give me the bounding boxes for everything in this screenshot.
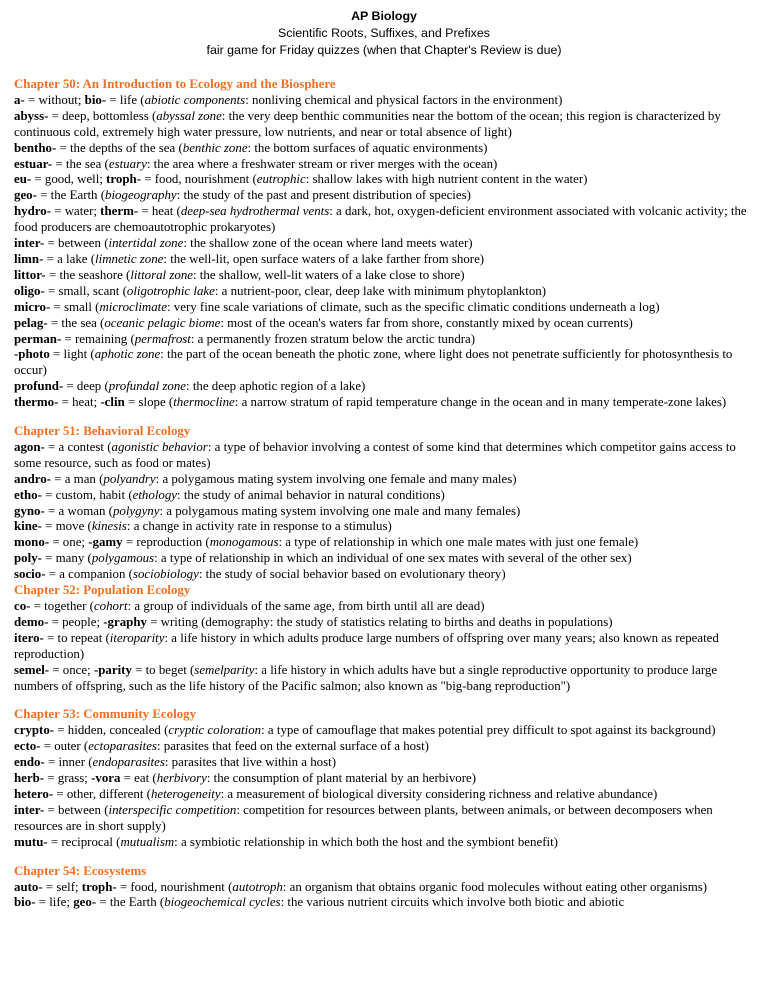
- root-definition: = water;: [51, 204, 101, 219]
- root-word: perman-: [14, 331, 62, 346]
- example-term: cryptic coloration: [168, 723, 262, 738]
- root-word: crypto-: [14, 723, 55, 738]
- glossary-entry: [14, 599, 754, 615]
- chapter-heading: Chapter 54: Ecosystems: [14, 863, 147, 878]
- term-description: : a measurement of biological diversity considering richness and relative abundance): [220, 786, 658, 801]
- term-description: : a symbiotic relationship in which both the host and the symbiont benefit): [174, 834, 558, 849]
- root-definition: = the sea (: [52, 156, 109, 171]
- term-description: : the consumption of plant material by an herbivore): [206, 771, 477, 786]
- term-description: : the study of animal behavior in natural conditions): [177, 487, 445, 502]
- glossary-entry: [14, 109, 754, 141]
- root-definition: = the seashore (: [45, 267, 131, 282]
- chapter-heading: Chapter 53: Community Ecology: [14, 707, 197, 722]
- example-term: profundal zone: [108, 379, 187, 394]
- root-word: ecto-: [14, 739, 41, 754]
- root-definition: = eat (: [120, 771, 157, 786]
- example-term: semelparity: [194, 662, 255, 677]
- glossary-entry: [14, 535, 754, 551]
- example-term: oceanic pelagic biome: [104, 315, 221, 330]
- root-definition: = the Earth (: [36, 188, 106, 203]
- root-definition: = food, nourishment (: [116, 879, 233, 894]
- example-term: oligotrophic lake: [126, 283, 215, 298]
- root-definition: = slope (: [124, 395, 174, 410]
- glossary-entry: [14, 379, 754, 395]
- term-description: : a permanently frozen stratum below the arctic tundra): [190, 331, 476, 346]
- term-description: : the area where a freshwater stream or river merges with the ocean): [146, 156, 498, 171]
- glossary-entry: [14, 755, 754, 771]
- root-word: bentho-: [14, 140, 57, 155]
- root-word: kine-: [14, 519, 42, 534]
- root-definition: = once;: [49, 662, 94, 677]
- root-word: gyno-: [14, 503, 45, 518]
- document-note: fair game for Friday quizzes (when that Chapter's Review is due): [206, 43, 562, 57]
- example-term: iteroparity: [109, 630, 165, 645]
- root-word: geo-: [73, 895, 97, 910]
- glossary-entry: [14, 551, 754, 567]
- root-word: mutu-: [14, 834, 48, 849]
- term-description: : shallow lakes with high nutrient content in the water): [305, 172, 588, 187]
- root-word: -clin: [100, 395, 125, 410]
- root-definition: = light (: [49, 347, 95, 362]
- root-word: co-: [14, 599, 31, 613]
- document-subtitle: Scientific Roots, Suffixes, and Prefixes: [278, 26, 490, 40]
- chapter-heading: Chapter 52: Population Ecology: [14, 583, 191, 598]
- glossary-entry: [14, 472, 754, 488]
- root-word: etho-: [14, 487, 42, 502]
- root-definition: = reproduction (: [122, 535, 210, 550]
- root-definition: = outer (: [40, 739, 89, 754]
- example-term: monogamous: [209, 535, 279, 550]
- example-term: abiotic components: [144, 92, 246, 107]
- glossary-entry: [14, 316, 754, 332]
- term-description: : a nutrient-poor, clear, deep lake with minimum phytoplankton): [214, 283, 547, 298]
- root-word: troph-: [81, 879, 117, 894]
- example-term: sociobiology: [132, 567, 199, 582]
- term-description: : parasites that feed on the external surface of a host): [156, 739, 429, 754]
- root-word: socio-: [14, 567, 46, 582]
- root-definition: = together (: [30, 599, 94, 613]
- term-description: : a change in activity rate in response to a stimulus): [126, 519, 392, 534]
- example-term: abyssal zone: [156, 108, 222, 123]
- example-term: eutrophic: [256, 172, 306, 187]
- glossary-entry: [14, 519, 754, 535]
- term-description: : the study of social behavior based on evolutionary theory): [198, 567, 506, 582]
- term-description: : the well-lit, open surface waters of a lake farther from shore): [163, 251, 485, 266]
- root-definition: = custom, habit (: [41, 487, 133, 502]
- example-term: mutualism: [120, 834, 175, 849]
- glossary-entry: [14, 835, 754, 851]
- document-header: [14, 8, 754, 59]
- root-definition: = between (: [44, 802, 109, 817]
- glossary-entry: [14, 395, 754, 411]
- glossary-entry: [14, 615, 754, 631]
- root-word: auto-: [14, 879, 43, 894]
- example-term: polygyny: [112, 503, 160, 518]
- root-definition: = hidden, concealed (: [54, 723, 169, 738]
- term-description: : a polygamous mating system involving one female and many males): [155, 471, 517, 486]
- root-definition: = reciprocal (: [47, 834, 121, 849]
- document-title: AP Biology: [351, 9, 417, 23]
- example-term: ethology: [132, 487, 178, 502]
- root-word: profund-: [14, 379, 64, 394]
- root-word: -photo: [14, 347, 50, 362]
- root-definition: = remaining (: [61, 331, 135, 346]
- glossary-entry: [14, 739, 754, 755]
- glossary-entry: [14, 236, 754, 252]
- example-term: polyandry: [103, 471, 156, 486]
- term-description: : most of the ocean's waters far from shore, constantly mixed by ocean currents): [220, 315, 633, 330]
- root-word: -gamy: [88, 535, 123, 550]
- example-term: deep-sea hydrothermal vents: [180, 204, 330, 219]
- root-word: demo-: [14, 614, 49, 629]
- term-description: : the very deep benthic communities near the bottom of the ocean; this region is characterized by continuous cold, extremely high water pressure, low nutrients, and near or total absence of light): [14, 108, 721, 139]
- glossary-entry: [14, 141, 754, 157]
- example-term: agonistic behavior: [111, 439, 208, 454]
- glossary-entry: [14, 787, 754, 803]
- root-definition: = writing (demography: the study of statistics relating to births and deaths in populations): [146, 614, 613, 629]
- root-definition: = the sea (: [47, 315, 105, 330]
- root-word: endo-: [14, 755, 45, 770]
- term-description: : the study of the past and present distribution of species): [176, 188, 471, 203]
- glossary-entry: [14, 440, 754, 472]
- root-word: bio-: [14, 895, 36, 910]
- root-word: -parity: [93, 662, 132, 677]
- root-word: troph-: [106, 172, 141, 187]
- example-term: biogeochemical cycles: [164, 895, 281, 910]
- root-word: -graphy: [103, 614, 147, 629]
- glossary-entry: [14, 895, 754, 911]
- glossary-content: [14, 77, 754, 911]
- term-description: : an organism that obtains organic food molecules without eating other organisms): [282, 879, 708, 894]
- root-word: eu-: [14, 172, 32, 187]
- root-definition: = the depths of the sea (: [56, 140, 183, 155]
- glossary-entry: [14, 347, 754, 379]
- root-word: bio-: [84, 92, 107, 107]
- term-description: : a life history in which adults produce large numbers of offspring over many years; also known as repeated reproduction): [14, 630, 719, 661]
- example-term: endoparasites: [92, 755, 165, 770]
- glossary-entry: [14, 284, 754, 300]
- root-definition: = deep (: [63, 379, 109, 394]
- glossary-entry: [14, 252, 754, 268]
- root-word: micro-: [14, 299, 51, 314]
- root-definition: = move (: [41, 519, 92, 534]
- term-description: : a type of behavior involving a contest of some kind that determines which competitor gains access to some resource, such as food or mates): [14, 439, 736, 470]
- root-word: littor-: [14, 267, 46, 282]
- example-term: ectoparasites: [88, 739, 157, 754]
- root-definition: = a woman (: [44, 503, 113, 518]
- term-description: : the various nutrient circuits which involve both biotic and abiotic: [280, 895, 625, 910]
- root-definition: = a lake (: [43, 251, 96, 266]
- glossary-entry: [14, 188, 754, 204]
- glossary-entry: [14, 567, 754, 583]
- root-word: mono-: [14, 535, 50, 550]
- example-term: estuary: [108, 156, 147, 171]
- term-description: : the part of the ocean beneath the photic zone, where light does not penetrate sufficiently for photosynthesis to occur): [14, 347, 733, 378]
- example-term: limnetic zone: [95, 251, 164, 266]
- example-term: littoral zone: [130, 267, 193, 282]
- example-term: thermocline: [173, 395, 235, 410]
- root-word: andro-: [14, 471, 52, 486]
- glossary-entry: [14, 723, 754, 739]
- root-definition: = life (: [106, 92, 145, 107]
- root-word: oligo-: [14, 283, 45, 298]
- root-word: inter-: [14, 236, 45, 251]
- root-word: herb-: [14, 771, 45, 786]
- root-word: -vora: [91, 771, 121, 786]
- example-term: autotroph: [232, 879, 283, 894]
- glossary-entry: [14, 803, 754, 835]
- root-word: thermo-: [14, 395, 59, 410]
- example-term: benthic zone: [182, 140, 248, 155]
- glossary-entry: [14, 663, 754, 695]
- root-definition: = many (: [41, 551, 92, 566]
- glossary-entry: [14, 631, 754, 663]
- example-term: interspecific competition: [108, 802, 237, 817]
- root-definition: = the Earth (: [96, 895, 165, 910]
- root-word: therm-: [100, 204, 139, 219]
- term-description: : nonliving chemical and physical factors in the environment): [245, 92, 563, 107]
- root-word: poly-: [14, 551, 42, 566]
- root-definition: = food, nourishment (: [141, 172, 257, 187]
- term-description: : a type of relationship in which one male mates with just one female): [278, 535, 639, 550]
- term-description: : parasites that live within a host): [164, 755, 336, 770]
- root-definition: = inner (: [44, 755, 93, 770]
- term-description: : a group of individuals of the same age, from birth until all are dead): [127, 599, 485, 613]
- root-definition: = other, different (: [53, 786, 151, 801]
- root-definition: = without;: [24, 92, 85, 107]
- root-word: itero-: [14, 630, 44, 645]
- example-term: aphotic zone: [94, 347, 161, 362]
- example-term: heterogeneity: [150, 786, 221, 801]
- glossary-entry: [14, 157, 754, 173]
- term-description: : a dark, hot, oxygen-deficient environment associated with volcanic activity; the food producers are chemoautotrophic prokaryotes): [14, 204, 747, 235]
- glossary-entry: [14, 504, 754, 520]
- term-description: : the bottom surfaces of aquatic environments): [247, 140, 488, 155]
- root-word: hetero-: [14, 786, 54, 801]
- glossary-entry: [14, 300, 754, 316]
- root-word: pelag-: [14, 315, 48, 330]
- example-term: intertidal zone: [108, 236, 184, 251]
- glossary-entry: [14, 332, 754, 348]
- root-definition: = people;: [48, 614, 104, 629]
- root-definition: = self;: [42, 879, 82, 894]
- term-description: : a type of relationship in which an individual of one sex mates with several of the other sex): [154, 551, 632, 566]
- example-term: polygamous: [91, 551, 155, 566]
- example-term: permafrost: [134, 331, 191, 346]
- term-description: : the shallow, well-lit waters of a lake close to shore): [193, 267, 465, 282]
- glossary-entry: [14, 488, 754, 504]
- root-definition: = life;: [35, 895, 74, 910]
- term-description: : a polygamous mating system involving one male and many females): [159, 503, 521, 518]
- term-description: : very fine scale variations of climate, such as the specific climatic conditions underneath a log): [167, 299, 660, 314]
- root-definition: = a man (: [51, 471, 104, 486]
- term-description: : the shallow zone of the ocean where land meets water): [183, 236, 473, 251]
- term-description: : competition for resources between plants, between animals, or between decomposers when resources are in short supply): [14, 802, 713, 833]
- root-definition: = small (: [50, 299, 100, 314]
- root-definition: = between (: [44, 236, 109, 251]
- root-definition: = grass;: [44, 771, 92, 786]
- glossary-entry: [14, 172, 754, 188]
- chapter-heading: Chapter 51: Behavioral Ecology: [14, 424, 191, 439]
- chapter-heading: Chapter 50: An Introduction to Ecology and the Biosphere: [14, 77, 336, 91]
- root-definition: = one;: [49, 535, 89, 550]
- glossary-entry: [14, 880, 754, 896]
- root-definition: = to beget (: [131, 662, 195, 677]
- root-word: estuar-: [14, 156, 53, 171]
- term-description: : a life history in which adults have but a single reproductive opportunity to produce large numbers of offspring, such as the life history of the Pacific salmon; also known as "big-bang reproduction"): [14, 662, 718, 693]
- glossary-entry: [14, 93, 754, 109]
- example-term: herbivory: [156, 771, 207, 786]
- root-word: hydro-: [14, 204, 52, 219]
- term-description: : the deep aphotic region of a lake): [186, 379, 366, 394]
- glossary-entry: [14, 204, 754, 236]
- term-description: : a type of camouflage that makes potential prey difficult to spot against its background): [261, 723, 716, 738]
- root-definition: = a companion (: [45, 567, 133, 582]
- root-definition: = heat;: [58, 395, 101, 410]
- example-term: microclimate: [99, 299, 167, 314]
- root-definition: = small, scant (: [44, 283, 127, 298]
- root-definition: = a contest (: [44, 439, 112, 454]
- example-term: kinesis: [91, 519, 127, 534]
- root-word: abyss-: [14, 108, 49, 123]
- root-definition: = deep, bottomless (: [48, 108, 157, 123]
- root-definition: = heat (: [138, 204, 181, 219]
- root-word: limn-: [14, 251, 44, 266]
- glossary-entry: [14, 268, 754, 284]
- root-word: inter-: [14, 802, 45, 817]
- root-definition: = good, well;: [31, 172, 107, 187]
- root-word: semel-: [14, 662, 50, 677]
- glossary-entry: [14, 771, 754, 787]
- root-definition: = to repeat (: [43, 630, 110, 645]
- root-word: geo-: [14, 188, 37, 203]
- root-word: a-: [14, 92, 25, 107]
- term-description: : a narrow stratum of rapid temperature change in the ocean and in many temperate-zone lakes): [234, 395, 727, 410]
- root-word: agon-: [14, 439, 45, 454]
- example-term: biogeography: [105, 188, 177, 203]
- example-term: cohort: [93, 599, 128, 613]
